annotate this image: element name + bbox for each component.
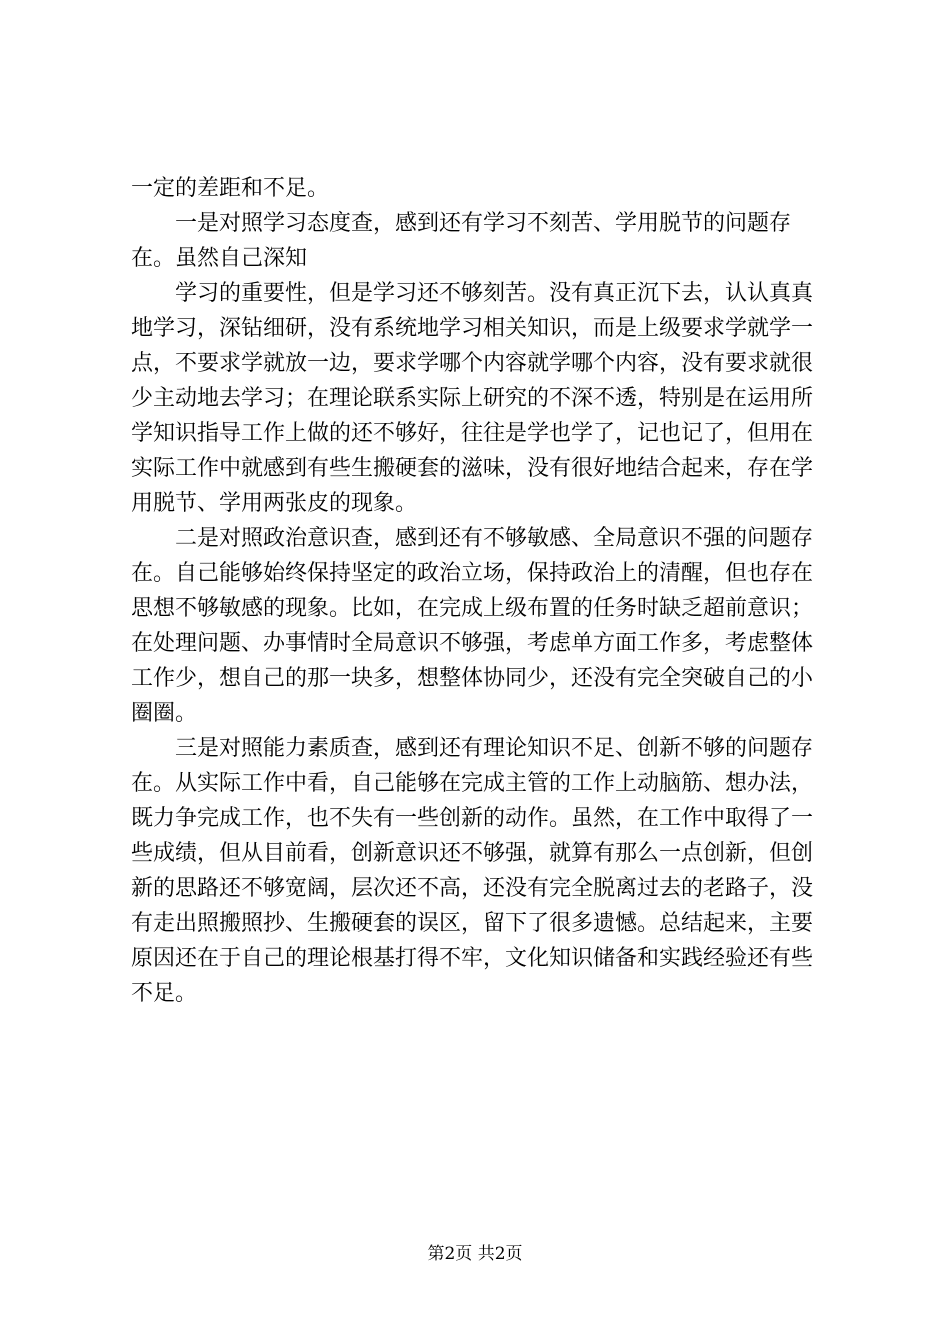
- paragraph-ability-quality: 三是对照能力素质查，感到还有理论知识不足、创新不够的问题存在。从实际工作中看，自己能够在完成主管的工作上动脑筋、想办法，既力争完成工作，也不失有一些创新的动作。虽然，在工作中取得了一些成绩，但从目前看，创新意识还不够强，就算有那么一点创新，但创新的思路还不够宽阔，层次还不高，还没有完全脱离过去的老路子，没有走出照搬照抄、生搬硬套的误区，留下了很多遗憾。总结起来，主要原因还在于自己的理论根基打得不牢，文化知识储备和实践经验还有些不足。: [131, 736, 814, 1006]
- paragraph-political-awareness: 二是对照政治意识查，感到还有不够敏感、全局意识不强的问题存在。自己能够始终保持坚定的政治立场，保持政治上的清醒，但也存在思想不够敏感的现象。比如，在完成上级布置的任务时缺乏超前意识；在处理问题、办事情时全局意识不够强，考虑单方面工作多，考虑整体工作少，想自己的那一块多，想整体协同少，还没有完全突破自己的小圈圈。: [131, 526, 814, 726]
- document-body: [131, 171, 831, 1011]
- paragraph-study-importance: 学习的重要性，但是学习还不够刻苦。没有真正沉下去，认认真真地学习，深钻细研，没有系统地学习相关知识，而是上级要求学就学一点，不要求学就放一边，要求学哪个内容就学哪个内容，没有要求就很少主动地去学习；在理论联系实际上研究的不深不透，特别是在运用所学知识指导工作上做的还不够好，往往是学也学了，记也记了，但用在实际工作中就感到有些生搬硬套的滋味，没有很好地结合起来，存在学用脱节、学用两张皮的现象。: [131, 281, 814, 516]
- page-number-label: 第2页 共2页: [427, 1244, 523, 1264]
- paragraph-continuation: 一定的差距和不足。: [131, 176, 330, 201]
- page-footer: [0, 1244, 950, 1264]
- paragraph-study-attitude: 一是对照学习态度查，感到还有学习不刻苦、学用脱节的问题存在。虽然自己深知: [131, 211, 792, 271]
